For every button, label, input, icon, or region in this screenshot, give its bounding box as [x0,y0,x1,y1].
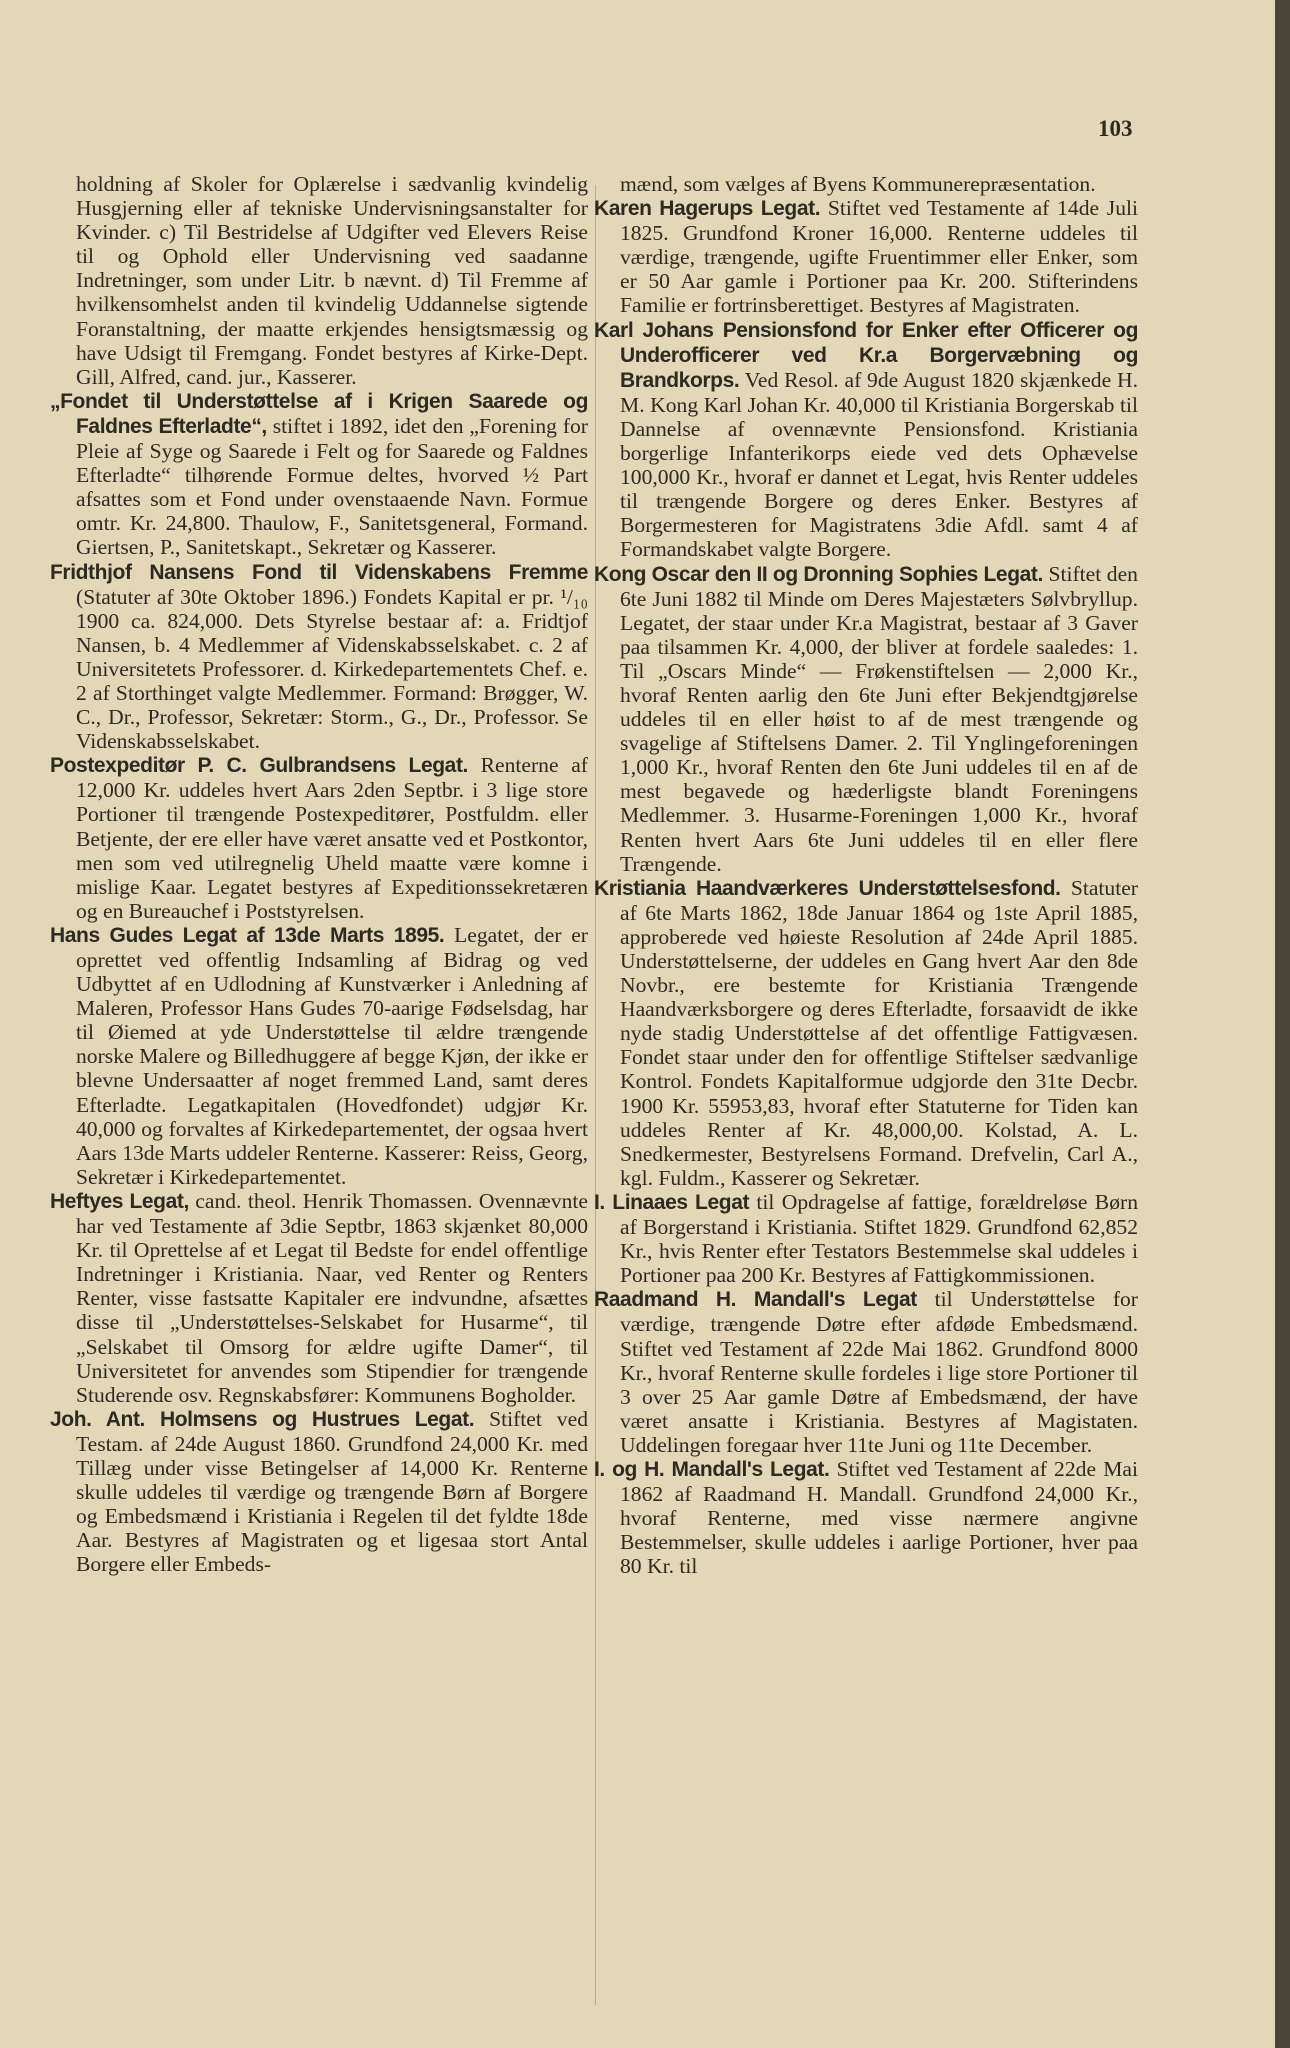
entry-text: Stiftet ved Testam. af 24de August 1860. Grundfond 24,000 Kr. med Tillæg under visse Betingelser af 14,000 Kr. Renterne skulle uddeles til værdige og trængende Børn af Borgere og Embedsmænd i Kristiania i Regelen til det fyldte 18de Aar. Bestyres af Magistraten og et ligesaa stort Antal Borgere eller Embeds- [76,1406,588,1577]
entry-heading: Karen Hagerups Legat. [594,197,821,221]
entry-heading: Kristiania Haandværkeres Understøttelsesfond. [594,876,1061,900]
entry-heading: I. og H. Mandall's Legat. [594,1457,830,1481]
entry-heading: Joh. Ant. Holmsens og Hustrues Legat. [50,1407,475,1431]
entry-text: Stiftet ved Testament af 22de Mai 1862 af Raadmand H. Mandall. Grundfond 24,000 Kr., hvoraf Renterne, med visse nærmere angivne Bestemmelser, skulle uddeles i aarlige Portioner, hver paa 80 Kr. til [620,1456,1138,1579]
entry-karen-hagerups-legat [590,196,1138,317]
entry-text: Legatet, der er oprettet ved offentlig Indsamling af Bidrag og ved Udbyttet af en Udlodning af Kunstværker i Anledning af Maleren, Professor Hans Gudes 70-aarige Fødselsdag, har til Øiemed at yde Understøttelse til ældre trængende norske Malere og Billedhuggere af begge Kjøn, der ikke er blevne Undersaatter af noget fremmed Land, samt deres Efterladte. Legatkapitalen (Hovedfondet) udgjør Kr. 40,000 og forvaltes af Kirkedepartementet, der ogsaa hvert Aars 13de Marts uddeler Renterne. Kasserer: Reiss, Georg, Sekretær i Kirkedepartementet. [76,922,589,1189]
entry-fondet-krigen [46,389,588,560]
entry-text: holdning af Skoler for Oplærelse i sædvanlig kvindelig Husgjerning eller af tekniske Undervisningsanstalter for Kvinder. c) Til Bestridelse af Udgifter ved Elevers Reise til og Ophold eller Undervisning ved saadanne Indretninger, som under Litr. b nævnt. d) Til Fremme af hvilkensomhelst anden til kvindelig Uddannelse sigtende Foranstaltning, der maatte erkjendes hensigtsmæssig og have Udsigt til Fremgang. Fondet bestyres af Kirke-Dept. Gill, Alfred, cand. jur., Kasserer. [76,172,588,389]
entry-text: Stiftet ved Testamente af 14de Juli 1825. Grundfond Kroner 16,000. Renterne uddeles til værdige, trængende, ugifte Fruentimmer eller Enker, som er 50 Aar gamle i Portioner paa Kr. 200. Stifterindens Familie er fortrinsberettiget. Bestyres af Magistraten. [620,196,1138,318]
entry-i-og-h-mandall-legat [590,1457,1138,1578]
page-number: 103 [1098,116,1133,141]
entry-continuation [590,172,1138,196]
entry-text: cand. theol. Henrik Thomassen. Ovennævnte har ved Testamente af 3die Septbr, 1863 skjænket 80,000 Kr. til Oprettelse af et Legat til Bedste for endel offentlige Indretninger i Kristiania. Naar, ved Renter og Renters Renter, visse fastsatte Kapitaler ere indvundne, afsættes disse til „Understøttelses-Selskabet for Husarme“, til „Selskabet til Omsorg for ældre ugifte Damer“, til Universitetet for anvendes som Stipendier for trængende Studerende osv. Regnskabsfører: Kommunens Bogholder. [76,1188,588,1407]
entry-hans-gudes-legat [46,923,588,1189]
entry-heading: „Fondet til Understøttelse af i Krigen Saarede og Faldnes Efterladte“, [50,389,588,438]
entry-heading: Postexpeditør P. C. Gulbrandsens Legat. [50,754,468,778]
entry-text: til Opdragelse af fattige, forældreløse Børn af Borgerstand i Kristiania. Stiftet 1829. Grundfond 62,852 Kr., hvis Renter efter Testators Bestemmelse skal uddeles i Portioner paa 200 Kr. Bestyres af Fattigkommissionen. [620,1189,1138,1288]
entry-text: Ved Resol. af 9de August 1820 skjænkede H. M. Kong Karl Johan Kr. 40,000 til Kristiania Borgerskab til Dannelse af ovennævnte Pensionsfond. Kristiania borgerlige Infanterikorps eiede ved dets Ophævelse 100,000 Kr., hvoraf er dannet et Legat, hvis Renter uddeles til trængende Borgere og deres Enker. Bestyres af Borgermesteren for Magistratens 3die Afdl. samt 4 af Formandskabet valgte Borgere. [620,367,1138,562]
entry-haandvaerkeres-fond [590,876,1138,1190]
entry-linaaes-legat [590,1190,1138,1287]
entry-nansens-fond [46,560,588,754]
entry-heading: Kong Oscar den II og Dronning Sophies Legat. [594,562,1043,586]
entry-karl-johans-pensionsfond [590,318,1138,562]
entry-text: Statuter af 6te Marts 1862, 18de Januar 1864 og 1ste April 1885, approberede ved høieste Resolution af 24de April 1885. Understøttelserne, der uddeles en Gang hvert Aar den 8de Novbr., ere bestemte for Kristiania Trængende Haandværksborgere og deres Efterladte, forsaavidt de ikke nyde stadig Understøttelse af det offentlige Fattigvæsen. Fondet staar under den for offentlige Stiftelser sædvanlige Kontrol. Fondets Kapitalformue udgjorde den 31te Decbr. 1900 Kr. 55953,83, hvoraf efter Statuterne for Tiden kan uddeles Renter af Kr. 48,000,00. Kolstad, A. L. Snedkermester, Bestyrelsens Formand. Drefvelin, Carl A., kgl. Fuldm., Kasserer og Sekretær. [620,875,1138,1190]
entry-text: mænd, som vælges af Byens Kommunerepræsentation. [620,172,1096,196]
entry-text: Renterne af 12,000 Kr. uddeles hvert Aars 2den Septbr. i 3 lige store Portioner til trængende Postexpeditører, Postfuldm. eller Betjente, der ere eller have været ansatte ved et Postkontor, men som ved utilregnelig Uheld maatte være komne i mislige Kaar. Legatet bestyres af Expeditionssekretæren og en Bureauchef i Poststyrelsen. [76,753,588,923]
left-column [46,172,588,1576]
entry-text: til Understøttelse for værdige, trængende Døtre efter afdøde Embedsmænd. Stiftet ved Testament af 22de Mai 1862. Grundfond 8000 Kr., hvoraf Renterne skulle fordeles i lige store Portioner til 3 over 25 Aar gamle Døtre af Embedsmænd, der have været ansatte i Kristiania. Bestyres af Magistaten. Uddelingen foregaar hver 11te Juni og 11te December. [620,1287,1138,1457]
entry-holmsens-legat [46,1407,588,1577]
entry-heading: I. Linaaes Legat [594,1190,750,1214]
entry-heftyes-legat [46,1189,588,1407]
entry-heading: Fridthjof Nansens Fond til Videnskabens Fremme [50,560,588,584]
entry-heading: Heftyes Legat, [50,1189,189,1213]
right-column [590,172,1138,1578]
entry-kong-oscar-legat [590,562,1138,876]
entry-gulbrandsens-legat [46,753,588,923]
entry-text: stiftet i 1892, idet den „Forening for Pleie af Syge og Saarede i Felt og for Saarede og Faldnes Efterladte“ tilhørende Formue deltes, hvorved ½ Part afsattes som et Fond under ovenstaaende Navn. Formue omtr. Kr. 24,800. Thaulow, F., Sanitetsgeneral, Formand. Giertsen, P., Sanitetskapt., Sekretær og Kasserer. [76,413,588,560]
entry-text: (Statuter af 30te Oktober 1896.) Fondets Kapital er pr. ¹/₁₀ 1900 ca. 824,000. Dets Styrelse bestaar af: a. Fridtjof Nansen, b. 4 Medlemmer af Videnskabsselskabet. c. 2 af Universitetets Professorer. d. Kirkedepartementets Chef. e. 2 af Storthinget valgte Medlemmer. Formand: Brøgger, W. C., Dr., Professor, Sekretær: Storm., G., Dr., Professor. Se Videnskabsselskabet. [76,584,588,754]
entry-heading: Hans Gudes Legat af 13de Marts 1895. [50,923,445,947]
entry-heading: Raadmand H. Mandall's Legat [594,1288,917,1312]
entry-text: Stiftet den 6te Juni 1882 til Minde om Deres Majestæters Sølvbryllup. Legatet, der staar under Kr.a Magistrat, bestaar af 3 Gaver paa tilsammen Kr. 4,000, der bliver at fordele saaledes: 1. Til „Oscars Minde“ — Frøkenstiftelsen — 2,000 Kr., hvoraf Renten aarlig den 6te Juni efter Bekjendtgjørelse uddeles til en eller høist to af de mest trængende og svagelige af Stiftelsens Damer. 2. Til Ynglingeforeningen 1,000 Kr., hvoraf Renten den 6te Juni uddeles til en af de mest begavede og hæderligste blandt Foreningens Medlemmer. 3. Husarme-Foreningen 1,000 Kr., hvoraf Renten hvert Aars 6te Juni uddeles til en eller flere Trængende. [620,561,1138,876]
entry-raadmand-mandall-legat [590,1287,1138,1457]
entry-heading: Karl Johans Pensionsfond for Enker efter Officerer og Underofficerer ved Kr.a Borgervæbning og Brandkorps. [594,318,1138,392]
entry-continuation [46,172,588,389]
